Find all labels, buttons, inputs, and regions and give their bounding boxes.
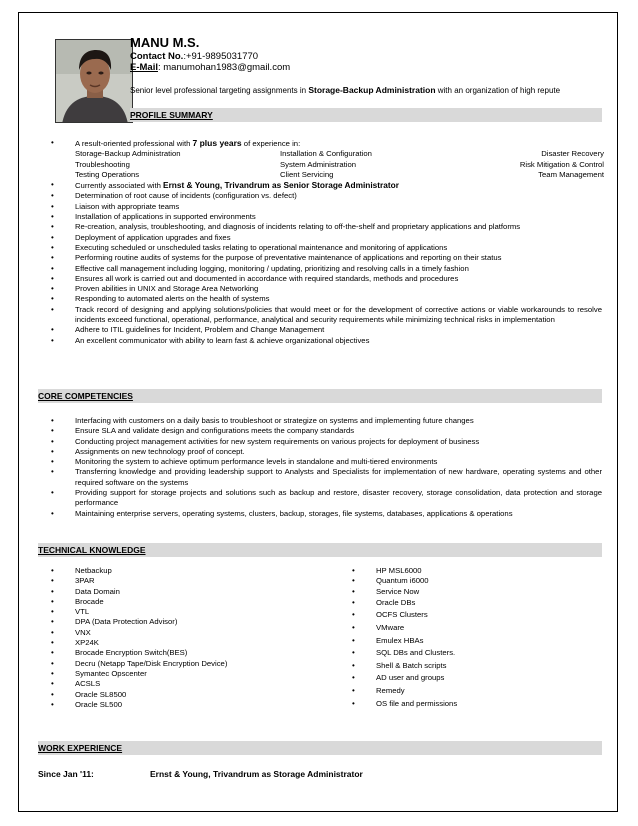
- list-item: • Oracle SL500: [38, 700, 338, 710]
- objective-text-end: with an organization of high repute: [435, 86, 561, 95]
- list-item: • Interfacing with customers on a daily basis to troubleshoot or strategize on systems and implementing future changes: [38, 416, 604, 426]
- career-objective: [130, 85, 560, 95]
- current-role-text: Currently associated with: [75, 181, 164, 191]
- list-item: • Quantum i6000: [339, 576, 599, 586]
- expertise-item: Installation & Configuration: [280, 149, 372, 159]
- contact-line: [130, 51, 258, 62]
- work-period: Since Jan '11:: [38, 769, 94, 779]
- expertise-item: Storage-Backup Administration: [75, 149, 181, 159]
- list-item: • Adhere to ITIL guidelines for Incident, Problem and Change Management: [38, 325, 604, 335]
- list-item: • Responding to automated alerts on the health of systems: [38, 294, 604, 304]
- list-item: • SQL DBs and Clusters.: [339, 647, 599, 660]
- list-item: • HP MSL6000: [339, 566, 599, 576]
- list-item: • Ensure SLA and validate design and configurations meets the company standards: [38, 426, 604, 436]
- list-item: • Data Domain: [38, 587, 338, 597]
- expertise-grid-row: [75, 160, 604, 170]
- email-label: E-Mail: [130, 62, 158, 73]
- list-item: • Brocade: [38, 597, 338, 607]
- list-item: • Conducting project management activities for new system requirements on various projects for deployment of business: [38, 437, 604, 447]
- list-item: • Maintaining enterprise servers, operating systems, clusters, backup, storages, file systems, databases, applications & operations: [38, 509, 604, 519]
- list-item: • Determination of root cause of incidents (configuration vs. defect): [38, 191, 604, 201]
- list-item: • OCFS Clusters: [339, 609, 599, 622]
- expertise-grid-row: [75, 149, 604, 159]
- list-item: • Installation of applications in supported environments: [38, 212, 604, 222]
- list-item: • VTL: [38, 607, 338, 617]
- list-item: • Brocade Encryption Switch(BES): [38, 648, 338, 658]
- email-line: [130, 62, 290, 73]
- expertise-item: Client Servicing: [280, 169, 334, 179]
- work-entry: [38, 769, 363, 779]
- list-item: • VNX: [38, 628, 338, 638]
- experience-years: 7 plus years: [192, 138, 242, 148]
- section-technical-knowledge: TECHNICAL KNOWLEDGE: [38, 543, 602, 557]
- current-role: Ernst & Young, Trivandrum as Senior Storage Administrator: [163, 180, 399, 191]
- work-role: Ernst & Young, Trivandrum as Storage Administrator: [150, 769, 363, 779]
- list-item: • Track record of designing and applying solutions/policies that would meet or for the development of corrective actions or viable workarounds to resolve incidents exceed functional, operational, performance, analytical and security requirements while minimizing technical risks in implementation: [38, 305, 604, 326]
- list-item: • DPA (Data Protection Advisor): [38, 617, 338, 627]
- expertise-item: Team Management: [538, 169, 604, 179]
- list-item: • Ensures all work is carried out and documented in accordance with required standards, methods and procedures: [38, 274, 604, 284]
- list-item: • Remedy: [339, 685, 599, 698]
- list-item: • Service Now: [339, 587, 599, 597]
- list-item: • OS file and permissions: [339, 698, 599, 711]
- list-item: • Effective call management including logging, monitoring / updating, prioritizing and resolving calls in a timely fashion: [38, 264, 604, 274]
- core-competencies-list: [38, 416, 604, 519]
- list-item: • Transferring knowledge and providing leadership support to Analysts and Specialists for implementation of new hardware, operating systems and other required software on the systems: [38, 467, 604, 488]
- list-item: • Liaison with appropriate teams: [38, 202, 604, 212]
- intro-text-end: of experience in:: [241, 139, 301, 148]
- objective-target-role: Storage-Backup Administration: [308, 85, 436, 95]
- list-item: • VMware: [339, 622, 599, 635]
- expertise-item: System Administration: [280, 159, 357, 169]
- list-item: [38, 180, 604, 191]
- resume-page: [18, 12, 618, 812]
- expertise-item: Disaster Recovery: [541, 149, 604, 159]
- list-item: • An excellent communicator with ability to learn fast & achieve organizational objectives: [38, 336, 604, 346]
- contact-number: :+91-9895031770: [183, 51, 259, 62]
- expertise-grid-row: [75, 170, 604, 180]
- expertise-item: Troubleshooting: [75, 159, 130, 169]
- list-item: • Oracle SL8500: [38, 690, 338, 700]
- list-item: • Netbackup: [38, 566, 338, 576]
- list-item: [38, 138, 604, 180]
- section-work-experience: WORK EXPERIENCE: [38, 741, 602, 755]
- list-item: • Deployment of application upgrades and fixes: [38, 233, 604, 243]
- list-item: • XP24K: [38, 638, 338, 648]
- email-address[interactable]: : manumohan1983@gmail.com: [157, 62, 291, 73]
- list-item: • Executing scheduled or unscheduled tasks relating to operational maintenance and monitoring of applications: [38, 243, 604, 253]
- expertise-item: Risk Mitigation & Control: [519, 159, 604, 169]
- list-item: • Performing routine audits of systems for the purpose of preventative maintenance of applications and reporting on their status: [38, 253, 604, 263]
- list-item: • ACSLS: [38, 679, 338, 689]
- list-item: • Shell & Batch scripts: [339, 660, 599, 673]
- list-item: • Providing support for storage projects and solutions such as backup and restore, disaster recovery, storage consolidation, data protection and storage performance: [38, 488, 604, 509]
- list-item: • Proven abilities in UNIX and Storage Area Networking: [38, 284, 604, 294]
- list-item: • Emulex HBAs: [339, 635, 599, 648]
- intro-text: A result-oriented professional with: [75, 139, 193, 148]
- section-core-competencies: CORE COMPETENCIES: [38, 389, 602, 403]
- list-item: • Assignments on new technology proof of concept.: [38, 447, 604, 457]
- list-item: • Decru (Netapp Tape/Disk Encryption Device): [38, 659, 338, 669]
- candidate-name: MANU M.S.: [130, 35, 200, 50]
- list-item: • Re-creation, analysis, troubleshooting, and diagnosis of incidents relating to off-the-shelf and proprietary applications and platforms: [38, 222, 604, 232]
- portrait-image: [56, 40, 133, 123]
- section-profile-summary: PROFILE SUMMARY: [130, 108, 602, 122]
- contact-label: Contact No.: [130, 51, 184, 62]
- technical-list-right: [339, 566, 599, 710]
- list-item: • 3PAR: [38, 576, 338, 586]
- profile-photo: [55, 39, 133, 123]
- list-item: • AD user and groups: [339, 672, 599, 685]
- list-item: • Symantec Opscenter: [38, 669, 338, 679]
- list-item: • Monitoring the system to achieve optimum performance levels in standalone and multi-tiered environments: [38, 457, 604, 467]
- objective-text: Senior level professional targeting assignments in: [130, 86, 309, 95]
- list-item: • Oracle DBs: [339, 597, 599, 610]
- profile-summary-list: [38, 138, 604, 346]
- technical-list-left: [38, 566, 338, 710]
- expertise-item: Testing Operations: [75, 169, 140, 179]
